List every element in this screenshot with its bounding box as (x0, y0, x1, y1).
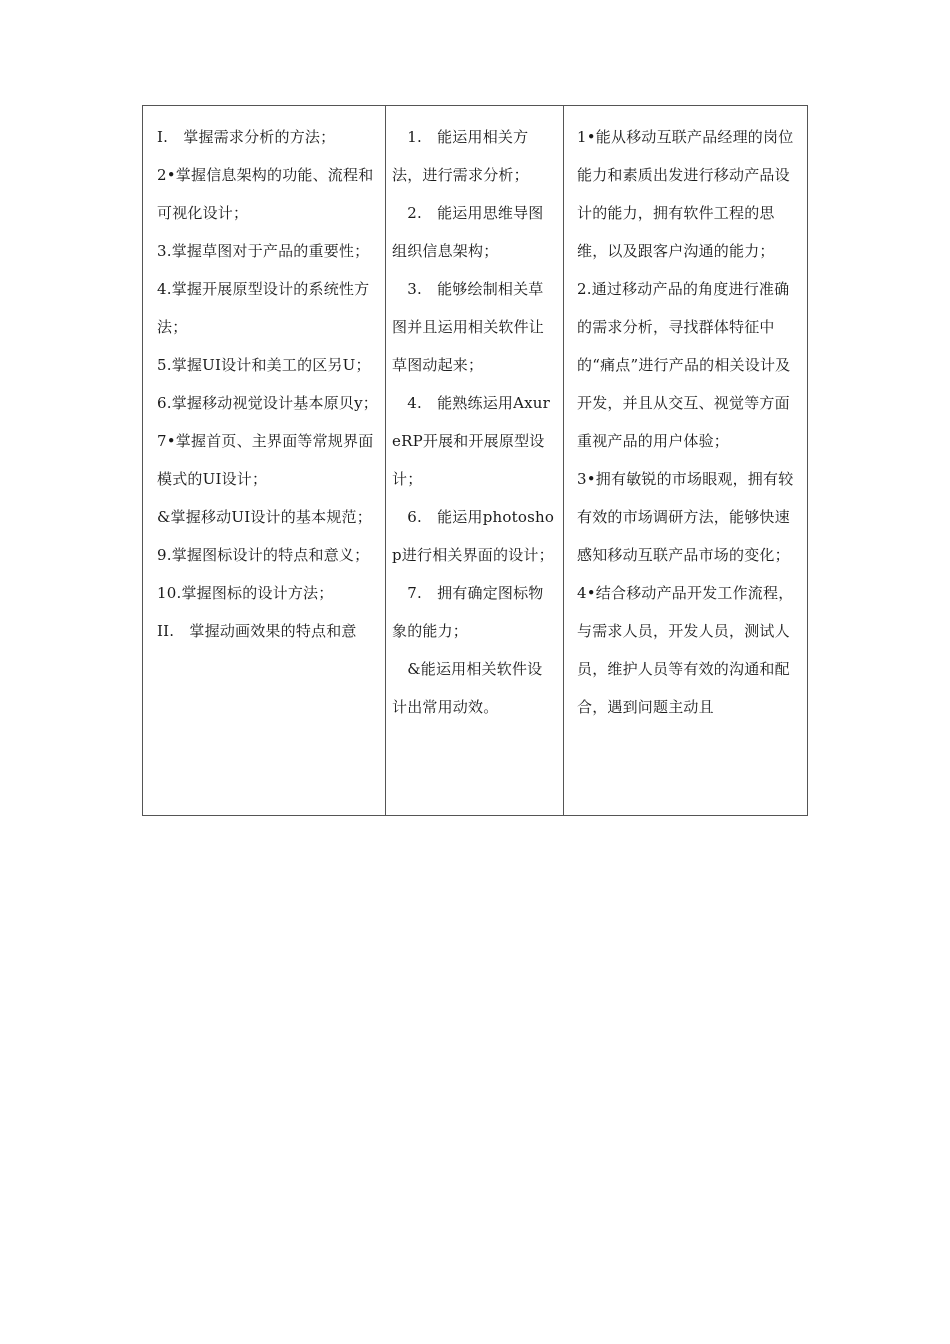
skill-item-1: 1. 能运用相关方法，进行需求分析； (392, 128, 529, 184)
knowledge-item-8: &掌握移动UI设计的基本规范； (157, 508, 372, 526)
knowledge-item-10: 10.掌握图标的设计方法； (157, 584, 334, 602)
knowledge-item-9: 9.掌握图标设计的特点和意义； (157, 546, 370, 564)
skill-item-6: 7. 拥有确定图标物象的能力； (392, 584, 544, 640)
column-knowledge (143, 106, 385, 815)
skill-item-7: &能运用相关软件设计出常用动效。 (392, 660, 543, 716)
skill-item-5: 6. 能运用photoshop进行相关界面的设计； (392, 508, 555, 564)
competency-item-1: 1•能从移动互联产品经理的岗位能力和素质出发进行移动产品设计的能力，拥有软件工程的思维，以及跟客户沟通的能力； (577, 128, 794, 260)
column-competencies (563, 106, 807, 815)
knowledge-item-5: 5.掌握UI设计和美工的区另U； (157, 356, 371, 374)
knowledge-item-7: 7•掌握首页、主界面等常规界面模式的UI设计； (157, 432, 374, 488)
knowledge-item-6: 6.掌握移动视觉设计基本原贝y； (157, 394, 378, 412)
skill-item-3: 3. 能够绘制相关草图并且运用相关软件让草图动起来； (392, 280, 545, 374)
column-skills (385, 106, 563, 815)
syllabus-table (142, 105, 808, 816)
knowledge-item-11: II. 掌握动画效果的特点和意 (157, 622, 357, 640)
skill-item-2: 2. 能运用思维导图组织信息架构； (392, 204, 544, 260)
competency-item-2: 2.通过移动产品的角度进行准确的需求分析，寻找群体特征中的“痛点”进行产品的相关设计及开发，并且从交互、视觉等方面重视产品的用户体验； (577, 280, 791, 450)
knowledge-item-3: 3.掌握草图对于产品的重要性； (157, 242, 370, 260)
skill-item-4: 4. 能熟练运用AxureRP开展和开展原型设计； (392, 394, 551, 488)
competency-item-3: 3•拥有敏锐的市场眼观，拥有较有效的市场调研方法，能够快速感知移动互联产品市场的变化； (577, 470, 794, 564)
knowledge-item-1: I. 掌握需求分析的方法； (157, 128, 336, 146)
competency-item-4: 4•结合移动产品开发工作流程，与需求人员，开发人员，测试人员，维护人员等有效的沟通和配合，遇到问题主动且 (577, 584, 794, 716)
knowledge-item-2: 2•掌握信息架构的功能、流程和可视化设计； (157, 166, 374, 222)
knowledge-item-4: 4.掌握开展原型设计的系统性方法； (157, 280, 370, 336)
